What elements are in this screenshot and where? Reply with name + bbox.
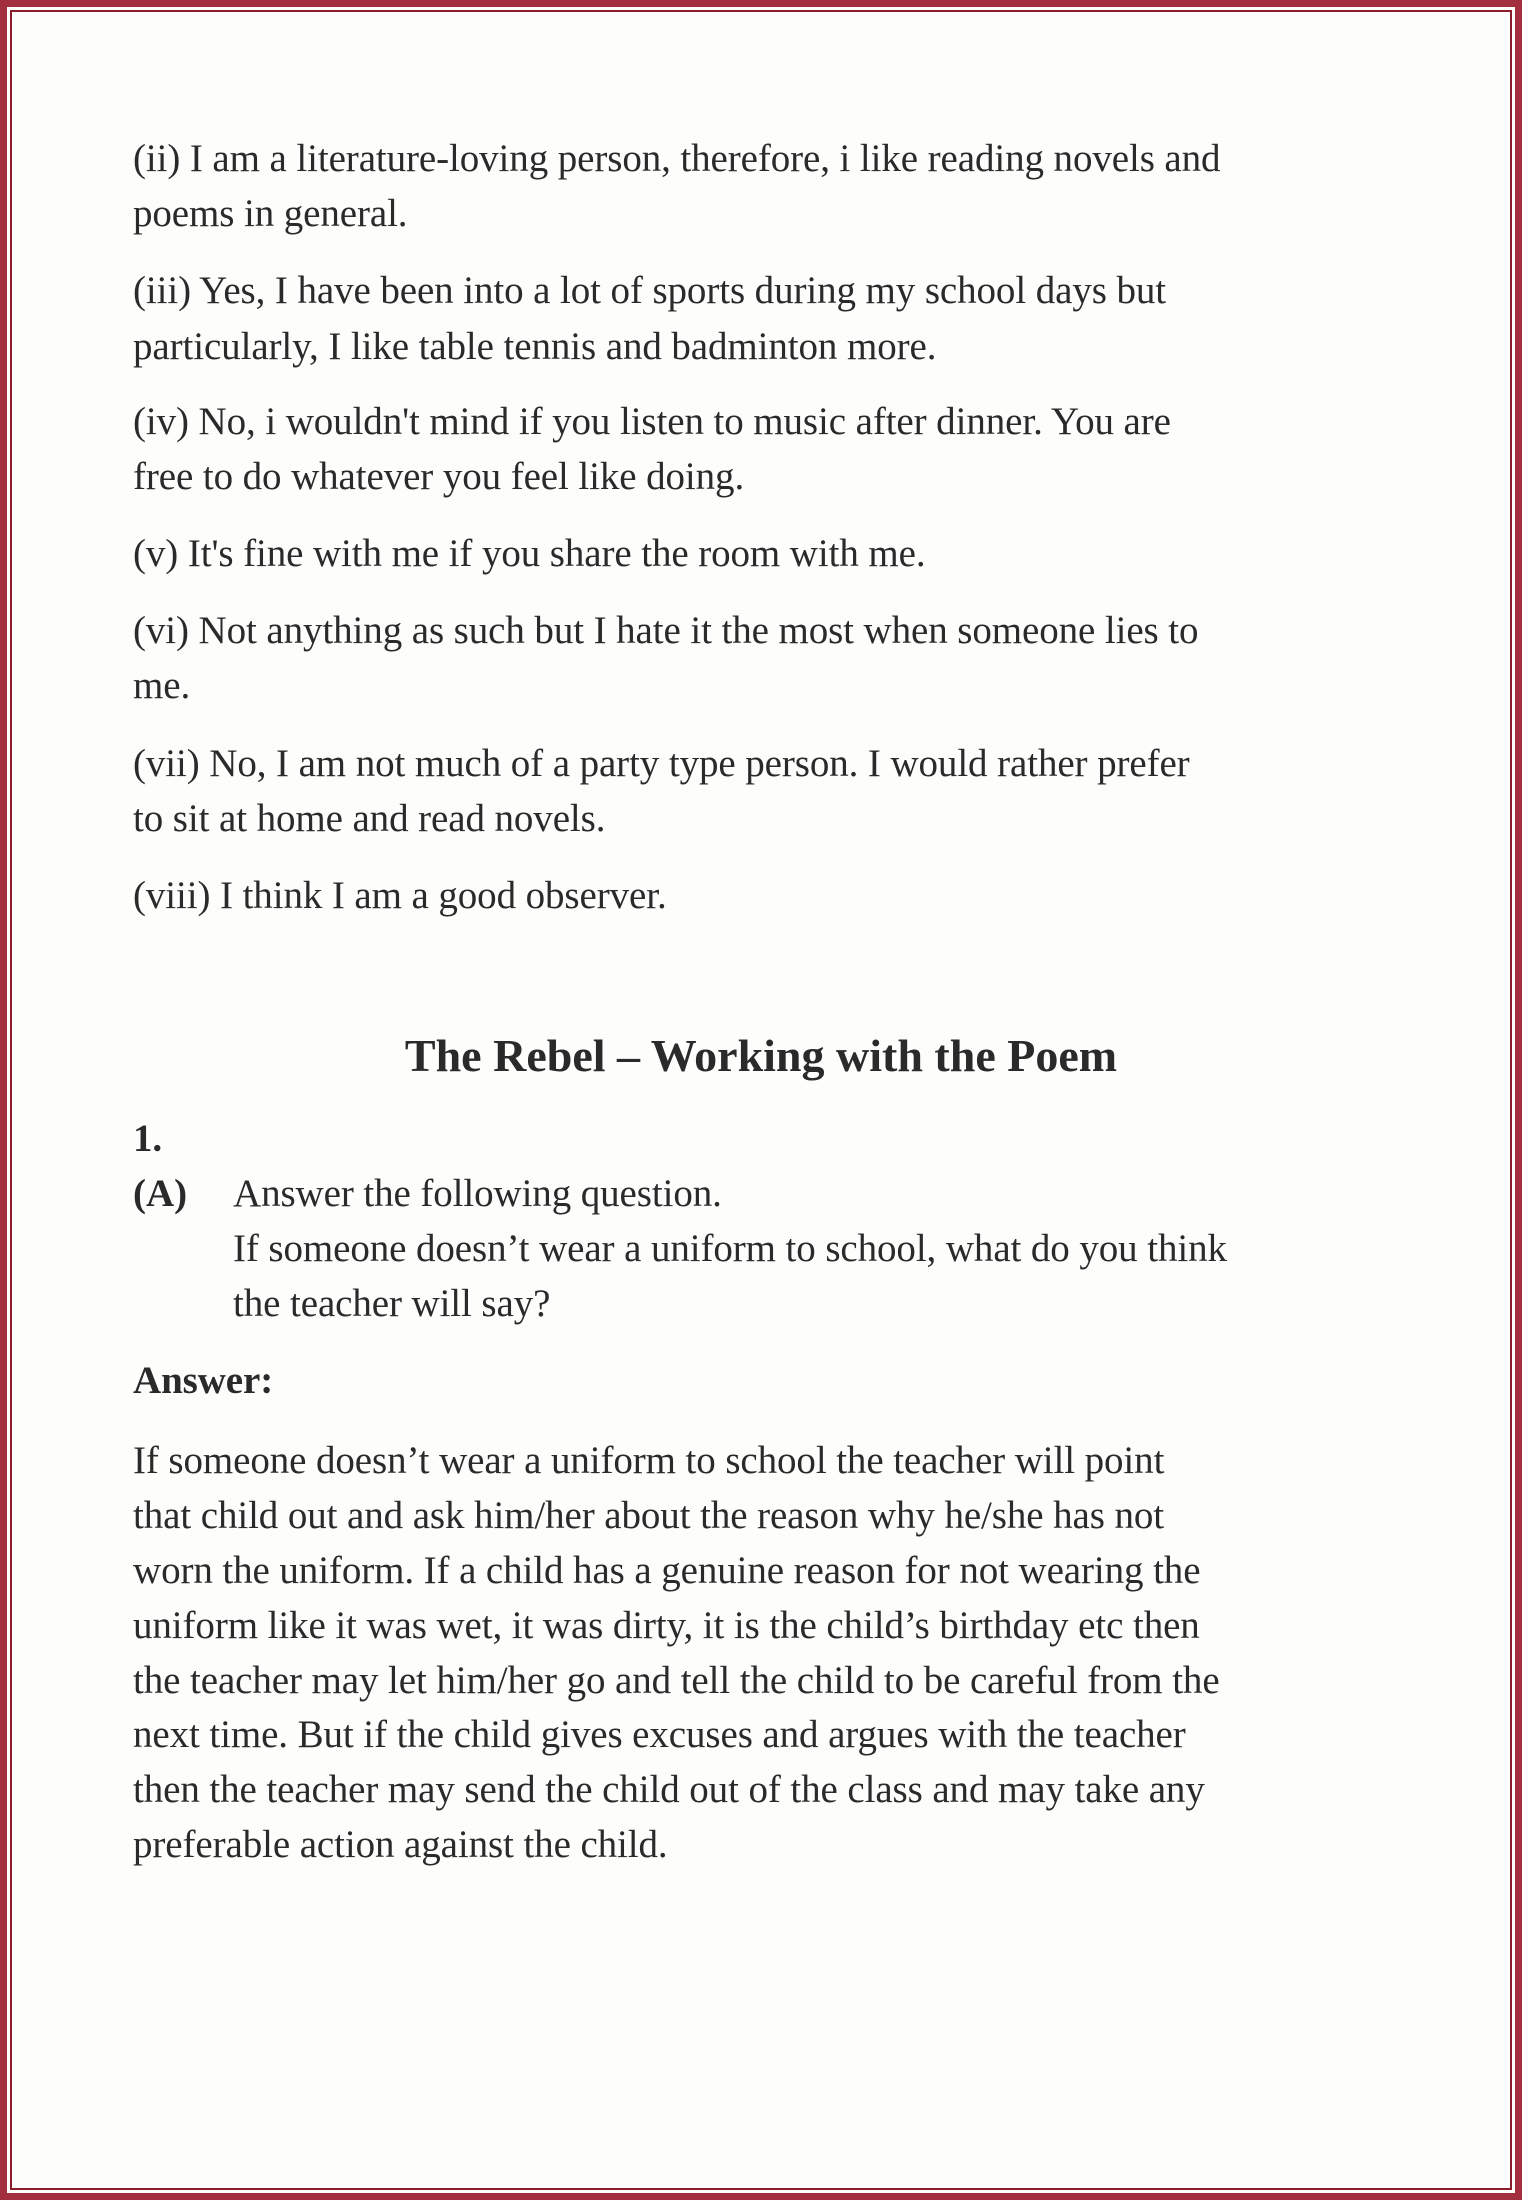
answer-text-line: If someone doesn’t wear a uniform to school the teacher will point — [133, 1439, 1165, 1482]
answer-text-line: next time. But if the child gives excuses and argues with the teacher — [133, 1713, 1186, 1756]
answer-text-line: then the teacher may send the child out of the class and may take any — [133, 1768, 1205, 1811]
question-instruction: Answer the following question. — [233, 1172, 722, 1215]
answer-text-line: uniform like it was wet, it was dirty, it is the child’s birthday etc then — [133, 1604, 1200, 1647]
answer-line: (iii) Yes, I have been into a lot of sports during my school days but — [133, 269, 1166, 312]
answer-line: (ii) I am a literature-loving person, therefore, i like reading novels and — [133, 137, 1221, 180]
answer-line: (viii) I think I am a good observer. — [133, 874, 667, 917]
answer-label: Answer: — [133, 1359, 274, 1402]
answer-text-line: that child out and ask him/her about the reason why he/she has not — [133, 1494, 1164, 1537]
question-number: 1. — [133, 1117, 163, 1160]
answer-line: (vi) Not anything as such but I hate it the most when someone lies to — [133, 609, 1199, 652]
answer-line: free to do whatever you feel like doing. — [133, 455, 745, 498]
answer-text-line: preferable action against the child. — [133, 1823, 668, 1866]
answer-text-line: the teacher may let him/her go and tell the child to be careful from the — [133, 1659, 1220, 1702]
answer-line: (iv) No, i wouldn't mind if you listen to music after dinner. You are — [133, 400, 1171, 443]
answer-text-line: worn the uniform. If a child has a genuine reason for not wearing the — [133, 1549, 1201, 1592]
answer-line: particularly, I like table tennis and badminton more. — [133, 325, 937, 368]
answer-line: (vii) No, I am not much of a party type person. I would rather prefer — [133, 742, 1190, 785]
question-part-label: (A) — [133, 1172, 188, 1215]
answer-line: to sit at home and read novels. — [133, 797, 606, 840]
answer-line: poems in general. — [133, 192, 408, 235]
question-text-line: If someone doesn’t wear a uniform to school, what do you think — [233, 1227, 1227, 1270]
answer-line: me. — [133, 664, 191, 707]
question-text-line: the teacher will say? — [233, 1282, 551, 1325]
answer-line: (v) It's fine with me if you share the room with me. — [133, 532, 926, 575]
section-heading: The Rebel – Working with the Poem — [404, 1030, 1118, 1081]
